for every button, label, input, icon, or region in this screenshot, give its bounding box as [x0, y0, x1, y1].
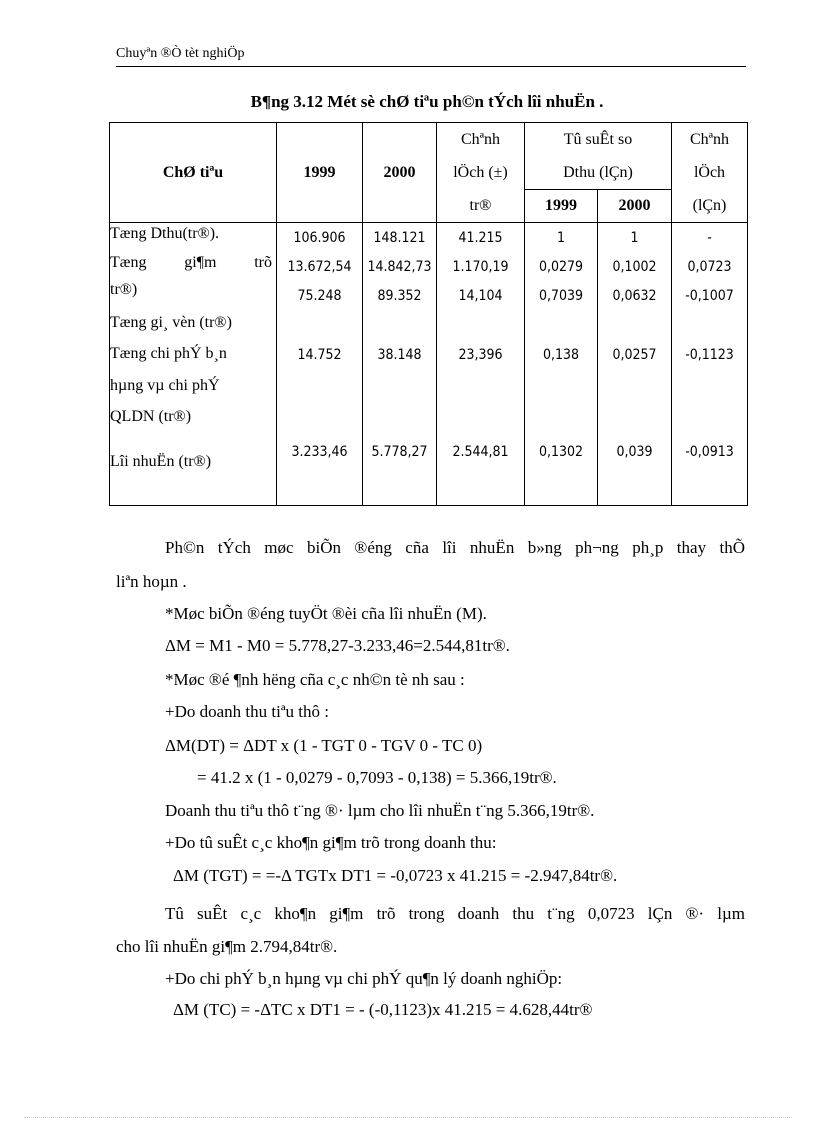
formula-line: ΔM = M1 - M0 = 5.778,27-3.233,46=2.544,81tr®.: [165, 636, 510, 655]
formula-line: = 41.2 x (1 - 0,0279 - 0,7093 - 0,138) = 5.366,19tr®.: [197, 768, 557, 787]
header-ratio-line: Dthu (lÇn): [563, 164, 633, 181]
cell-difference-times: -: [707, 230, 712, 246]
label-deductions: Tæng gi¶m trõ: [110, 254, 272, 271]
header-difference-line: tr®: [469, 197, 492, 214]
table-caption: B¶ng 3.12 Mét sè chØ tiªu ph©n tÝch lîi nhuËn .: [250, 92, 604, 111]
cell-difference-times: -0,1007: [685, 288, 734, 304]
page-footer-rule: [24, 1117, 792, 1118]
paragraph-line: Ph©n tÝch møc biÕn ®éng cña lîi nhuËn b»ng ph¬ng ph¸p thay thÕ: [165, 538, 745, 557]
paragraph-line: *Møc biÕn ®éng tuyÖt ®èi cña lîi nhuËn (M).: [165, 604, 487, 623]
paragraph-line: +Do tû suÊt c¸c kho¶n gi¶m trõ trong doanh thu:: [165, 833, 497, 852]
cell-difference: 41.215: [458, 230, 503, 246]
cell-2000: 89.352: [377, 288, 422, 304]
header-diff2-line: Chªnh: [689, 131, 730, 148]
page-header: Chuyªn ®Ò tèt nghiÖp: [116, 44, 746, 67]
cell-ratio-2000: 0,039: [616, 444, 653, 460]
label-revenue: Tæng Dthu(tr®).: [110, 225, 220, 242]
formula-line: ΔM (TC) = -ΔTC x DT1 = - (-0,1123)x 41.215 = 4.628,44tr®: [173, 1000, 593, 1019]
cell-1999: 13.672,54: [287, 259, 352, 275]
cell-ratio-2000: 0,0257: [612, 347, 657, 363]
label-deductions-unit: tr®): [110, 281, 138, 298]
cell-difference-times: -0,1123: [685, 347, 734, 363]
header-ratio-1999: 1999: [525, 190, 598, 223]
header-1999: 1999: [277, 123, 363, 223]
label-profit: Lîi nhuËn (tr®): [110, 453, 212, 470]
paragraph-line: Tû suÊt c¸c kho¶n gi¶m trõ trong doanh thu t¨ng 0,0723 lÇn ®· lµm: [165, 904, 745, 923]
paragraph-line: +Do doanh thu tiªu thô :: [165, 702, 329, 721]
cell-ratio-1999: 0,138: [542, 347, 580, 363]
header-2000: 2000: [363, 123, 437, 223]
cell-ratio-2000: 1: [630, 230, 639, 246]
paragraph-line: liªn hoµn .: [116, 572, 187, 591]
paragraph-line: +Do chi phÝ b¸n hµng vµ chi phÝ qu¶n lý doanh nghiÖp:: [165, 969, 563, 988]
header-ratio-line: Tû suÊt so: [563, 131, 633, 148]
label-qldn: QLDN (tr®): [110, 408, 192, 425]
paragraph-line: Doanh thu tiªu thô t¨ng ®· lµm cho lîi nhuËn t¨ng 5.366,19tr®.: [165, 801, 595, 820]
cell-2000: 38.148: [377, 347, 422, 363]
header-indicator: ChØ tiªu: [110, 123, 277, 223]
formula-line: ΔM(DT) = ΔDT x (1 - TGT 0 - TGV 0 - TC 0): [165, 736, 483, 755]
cell-ratio-1999: 1: [556, 230, 565, 246]
paragraph-line: cho lîi nhuËn gi¶m 2.794,84tr®.: [116, 937, 338, 956]
cell-difference: 14,104: [458, 288, 503, 304]
cell-1999: 3.233,46: [291, 444, 348, 460]
label-selling-cost-2: hµng vµ chi phÝ: [110, 377, 220, 394]
cell-ratio-1999: 0,1302: [538, 444, 584, 460]
cell-ratio-1999: 0,0279: [538, 259, 584, 275]
header-diff2-line: lÖch: [693, 164, 726, 181]
cell-2000: 14.842,73: [367, 259, 432, 275]
header-diff2-line: (lÇn): [692, 197, 727, 214]
cell-2000: 148.121: [373, 230, 426, 246]
formula-line: ΔM (TGT) = =-Δ TGTx DT1 = -0,0723 x 41.215 = -2.947,84tr®.: [173, 866, 618, 885]
cell-2000: 5.778,27: [371, 444, 428, 460]
cell-ratio-1999: 0,7039: [538, 288, 584, 304]
cell-1999: 75.248: [297, 288, 342, 304]
header-ratio-2000: 2000: [598, 190, 672, 223]
cell-difference: 2.544,81: [452, 444, 509, 460]
cell-1999: 106.906: [293, 230, 346, 246]
label-cogs: Tæng gi¸ vèn (tr®): [110, 314, 232, 331]
cell-difference-times: 0,0723: [687, 259, 732, 275]
cell-difference-times: -0,0913: [685, 444, 734, 460]
header-difference-line: lÖch (±): [453, 164, 508, 181]
cell-difference: 1.170,19: [452, 259, 509, 275]
paragraph-line: *Møc ®é ¶nh hëng cña c¸c nh©n tè nh sau :: [165, 670, 465, 689]
cell-1999: 14.752: [297, 347, 342, 363]
label-selling-cost: Tæng chi phÝ b¸n: [110, 345, 227, 362]
cell-ratio-2000: 0,1002: [612, 259, 657, 275]
cell-difference: 23,396: [458, 347, 503, 363]
cell-ratio-2000: 0,0632: [612, 288, 657, 304]
header-difference-line: Chªnh: [460, 131, 501, 148]
